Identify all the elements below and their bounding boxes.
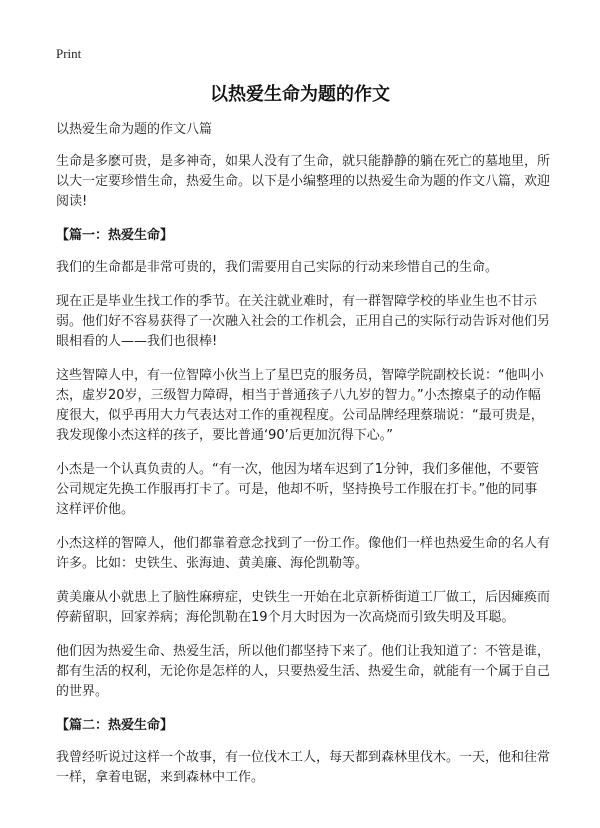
section-paragraph: 他们因为热爱生命、热爱生活，所以他们都坚持下来了。他们让我知道了：不管是谁，都有生活的权利，无论你是怎样的人，只要热爱生活、热爱生命，就能有一个属于自己的世界。 xyxy=(56,644,551,699)
section-paragraph: 小杰是一个认真负责的人。“有一次，他因为堵车迟到了1分钟，我们多催他，不要管公司规定先换工作服再打卡了。可是，他却不听，坚持换号工作服在打卡。”他的同事这样评价他。 xyxy=(56,462,540,517)
article-subtitle: 以热爱生命为题的作文八篇 xyxy=(56,122,213,137)
section-paragraph: 我们的生命都是非常可贵的，我们需要用自己实际的行动来珍惜自己的生命。 xyxy=(56,260,499,275)
article-intro: 生命是多麽可贵，是多神奇，如果人没有了生命，就只能静静的躺在死亡的墓地里，所以大一定要珍惜生命，热爱生命。以下是小编整理的以热爱生命为题的作文八篇，欢迎阅读! xyxy=(56,154,551,209)
section-paragraph: 小杰这样的智障人，他们都靠着意念找到了一份工作。像他们一样也热爱生命的名人有许多。比如：史铁生、张海迪、黄美廉、海伦凯勒等。 xyxy=(56,536,551,571)
section-paragraph: 这些智障人中，有一位智障小伙当上了星巴克的服务员，智障学院副校长说：“他叫小杰，虚岁20岁，三级智力障碍，相当于普通孩子八九岁的智力。”小杰擦桌子的动作幅度很大，似乎再用大力气表达对工作的重视程度。公司品牌经理蔡瑞说：“最可贵是，我发现像小杰这样的孩子，要比普通‘90’后更加沉得下心。” xyxy=(56,368,544,443)
section-paragraph: 我曾经听说过这样一个故事，有一位伐木工人，每天都到森林里伐木。一天，他和往常一样，拿着电锯，来到森林中工作。 xyxy=(56,750,551,785)
page-title: 以热爱生命为题的作文 xyxy=(210,84,390,105)
article-body xyxy=(56,120,550,802)
print-link[interactable]: Print xyxy=(56,46,82,61)
section-heading: 【篇二：热爱生命】 xyxy=(56,718,174,733)
section-heading: 【篇一：热爱生命】 xyxy=(56,228,174,243)
section-paragraph: 黄美廉从小就患上了脑性麻痹症，史铁生一开始在北京新桥街道工厂做工，后因瘫痪而停薪留职，回家养病；海伦凯勒在19个月大时因为一次高烧而引致失明及耳聪。 xyxy=(56,590,551,625)
section-paragraph: 现在正是毕业生找工作的季节。在关注就业难时，有一群智障学校的毕业生也不甘示弱。他们好不容易获得了一次融入社会的工作机会，正用自己的实际行动告诉对他们另眼相看的人——我们也很棒! xyxy=(56,294,551,349)
